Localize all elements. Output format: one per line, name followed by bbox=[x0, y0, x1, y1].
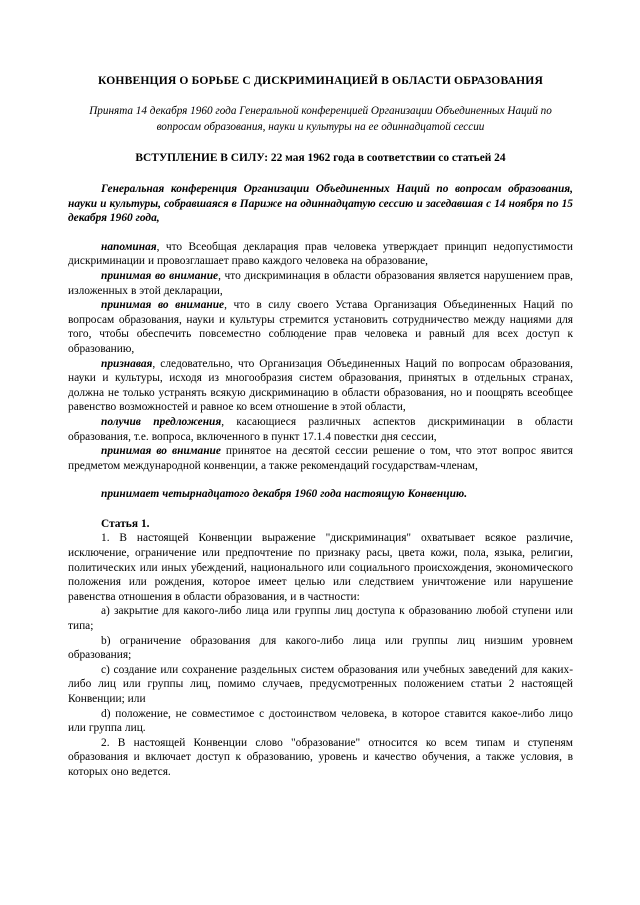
clause-lead-in: принимая во внимание bbox=[101, 445, 221, 458]
article-item-a: a) закрытие для какого-либо лица или группы лиц доступа к образованию любой ступени или типа; bbox=[68, 605, 573, 633]
clause-text: принятое на десятой сессии решение о том, что этот вопрос явится предметом международной конвенции, а также рекомендаций государствам-членам, bbox=[68, 445, 573, 472]
page-title: КОНВЕНЦИЯ О БОРЬБЕ С ДИСКРИМИНАЦИЕЙ В ОБЛАСТИ ОБРАЗОВАНИЯ bbox=[97, 74, 543, 87]
clause-text: , что дискриминация в области образования является нарушением прав, изложенных в этой декларации, bbox=[68, 269, 573, 297]
clause-lead-in: принимая во внимание bbox=[101, 269, 219, 282]
clause-text: , касающиеся различных аспектов дискриминации в области образования, т.е. вопроса, включенного в пункт 17.1.4 повестки дня сессии, bbox=[68, 415, 573, 443]
article-item-b: b) ограничение образования для какого-либо лица или группы лиц низшим уровнем образования; bbox=[68, 634, 573, 662]
clause-text: , что Всеобщая декларация прав человека утверждает принцип недопустимости дискриминации и провозглашает право каждого человека на образование, bbox=[68, 240, 573, 268]
adoption-statement: принимает четырнадцатого декабря 1960 года настоящую Конвенцию. bbox=[101, 488, 468, 501]
article-item-c: c) создание или сохранение раздельных систем образования или учебных заведений для каких-либо лиц или группы лиц, помимо случаев, предусмотренных положением статьи 2 настоящей Конвенции; или bbox=[68, 663, 573, 705]
preamble-clause bbox=[68, 298, 573, 356]
article-paragraph-2: 2. В настоящей Конвенции слово "образование" относится ко всем типам и ступеням образования и включает доступ к образованию, уровень и качество обучения, а также условия, в которых оно ведется. bbox=[68, 736, 573, 778]
document-body bbox=[68, 74, 573, 780]
article-paragraph-1: 1. В настоящей Конвенции выражение "дискриминация" охватывает всякое различие, исключение, ограничение или предпочтение по признаку расы, цвета кожи, пола, языка, религии, политических или иных убеждений, национального или социального происхождения, экономического положения или рождения, которое имеет целью или следствием уничтожение или нарушение равенства отношения в области образования, и в частности: bbox=[68, 532, 573, 603]
document-subtitle: Принята 14 декабря 1960 года Генеральной конференцией Организации Объединенных Наций по вопросам образования, науки и культуры на ее одиннадцатой сессии bbox=[89, 105, 552, 133]
preamble-clause bbox=[68, 357, 573, 415]
clause-lead-in: признавая bbox=[101, 357, 153, 370]
clause-lead-in: получив предложения bbox=[101, 415, 222, 428]
clause-lead-in: напоминая bbox=[101, 240, 157, 253]
preamble-clause bbox=[68, 444, 573, 473]
clause-lead-in: принимая во внимание bbox=[101, 299, 225, 312]
clause-text: , что в силу своего Устава Организация Объединенных Наций по вопросам образования, науки и культуры стремится установить сотрудничество между нациями для того, чтобы обеспечить повсеместно соблюдение прав человека и равный для всех доступ к образованию, bbox=[68, 299, 573, 355]
article-heading: Статья 1. bbox=[101, 517, 150, 530]
preamble-opening: Генеральная конференция Организации Объединенных Наций по вопросам образования, науки и культуры, собравшаяся в Париже на одиннадцатую сессию и заседавшая с 14 ноября по 15 декабря 1960 года, bbox=[68, 183, 573, 225]
preamble-clause bbox=[68, 240, 573, 269]
preamble-clause bbox=[68, 415, 573, 444]
clause-text: , следовательно, что Организация Объединенных Наций по вопросам образования, науки и культуры, исходя из многообразия систем образования, принятых в отдельных странах, должна не только устранять всякую дискриминацию в области образования, но и поощрять всеобщее равенство возможностей и равное ко всем отношение в этой области, bbox=[68, 357, 573, 414]
preamble-clause bbox=[68, 269, 573, 298]
article-item-d: d) положение, не совместимое с достоинством человека, в которое ставится какое-либо лицо или группа лиц. bbox=[68, 707, 573, 735]
entry-into-force-line: ВСТУПЛЕНИЕ В СИЛУ: 22 мая 1962 года в соответствии со статьей 24 bbox=[135, 152, 506, 164]
